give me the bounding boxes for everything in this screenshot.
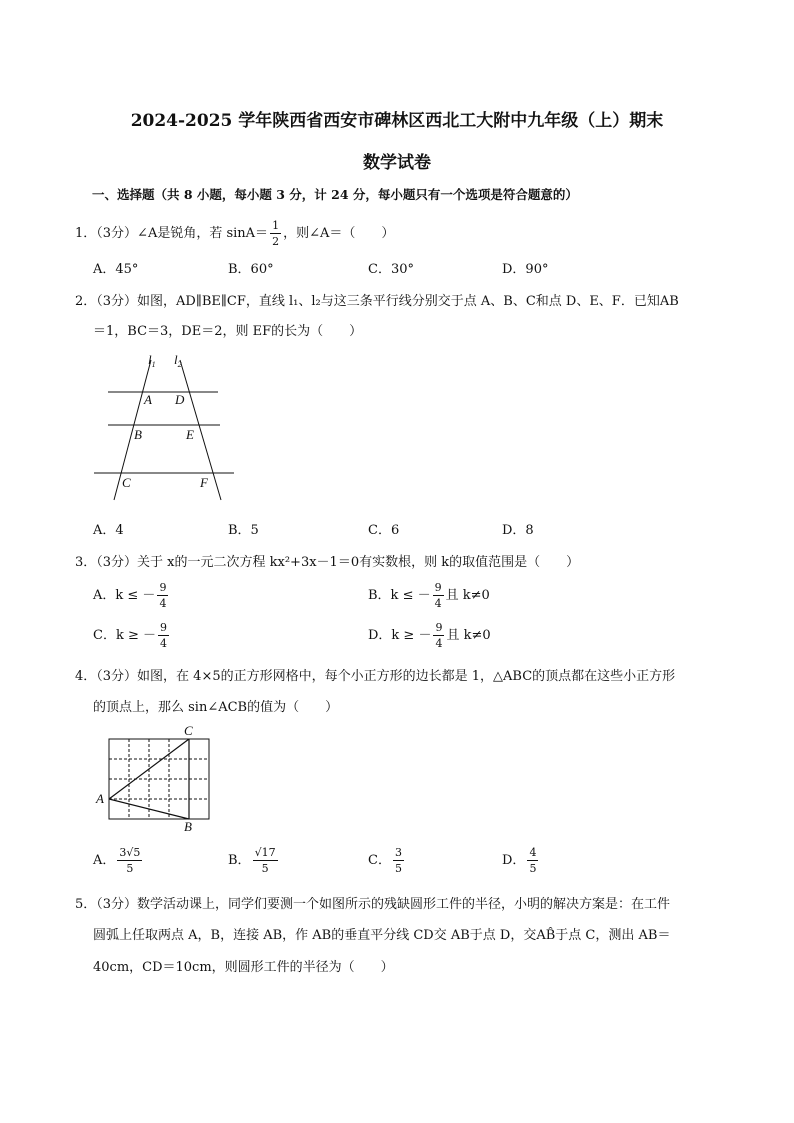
label-b: B	[134, 427, 142, 442]
q1-text-b: ，则∠A＝（ ）	[283, 226, 395, 241]
q1-option-d[interactable]: D．90°	[502, 262, 549, 277]
q5-text-line3: 40cm，CD＝10cm，则圆形工件的半径为（ ）	[93, 960, 394, 975]
grid-lines	[109, 739, 209, 819]
label-e: E	[186, 427, 194, 442]
q4-figure	[92, 722, 217, 834]
section-heading: 一、选择题（共 8 小题，每小题 3 分，计 24 分，每小题只有一个选项是符合题意的）	[92, 187, 578, 202]
q2-option-b[interactable]: B．5	[228, 523, 259, 538]
question-1	[75, 220, 394, 247]
label-l2: $l_2$	[174, 352, 182, 369]
q3-option-b[interactable]: B．k ≤ － $\frac{9}{4}$ 且 k≠0	[368, 581, 490, 610]
q3-option-c[interactable]: C．k ≥ － $\frac{9}{4}$	[93, 621, 167, 650]
q2-option-c[interactable]: C．6	[368, 523, 400, 538]
label-b: B	[184, 819, 192, 834]
q2-figure	[90, 350, 240, 505]
q4-text-line2: 的顶点上，那么 sin∠ACB的值为（ ）	[93, 700, 339, 715]
q1-option-a[interactable]: A．45°	[93, 262, 139, 277]
q1-text-a: ∠A是锐角，若 sinA＝	[137, 226, 269, 241]
q2-text-line2: ＝1，BC＝3，DE＝2，则 EF的长为（ ）	[93, 324, 363, 339]
q5-text-line2: 圆弧上任取两点 A，B，连接 AB，作 AB的垂直平分线 CD交 AB于点 D，交AB̂于点 C，测出 AB＝	[93, 928, 671, 943]
line-l1	[114, 360, 151, 500]
q5-text-line1: 5．（3分）数学活动课上，同学们要测一个如图所示的残缺圆形工件的半径，小明的解决方案是：在工件	[75, 897, 671, 912]
label-a: A	[96, 791, 104, 806]
q3-option-a[interactable]: A．k ≤ － $\frac{9}{4}$	[93, 581, 167, 610]
label-a: A	[144, 392, 152, 407]
page-subtitle: 数学试卷	[363, 153, 431, 173]
label-l1: $l_1$	[148, 352, 156, 369]
q2-option-d[interactable]: D．8	[502, 523, 534, 538]
label-f: F	[200, 475, 208, 490]
q4-option-b[interactable]: B． $\frac{√17}{5}$	[228, 846, 276, 875]
page-title: 2024-2025 学年陕西省西安市碑林区西北工大附中九年级（上）期末	[130, 111, 664, 131]
q1-option-c[interactable]: C．30°	[368, 262, 414, 277]
label-d: D	[175, 392, 185, 407]
label-c: C	[184, 723, 193, 738]
q4-option-c[interactable]: C． $\frac{3}{5}$	[368, 846, 402, 875]
q3-text: 3．（3分）关于 x的一元二次方程 kx²+3x－1＝0有实数根，则 k的取值范围是（ ）	[75, 555, 580, 570]
q1-option-b[interactable]: B．60°	[228, 262, 274, 277]
q3-option-d[interactable]: D．k ≥ － $\frac{9}{4}$ 且 k≠0	[368, 621, 491, 650]
q1-fraction: $\frac{1}{2}$	[272, 219, 280, 248]
q4-option-a[interactable]: A． $\frac{3√5}{5}$	[93, 846, 141, 875]
q1-number: 1．（3分）	[75, 226, 138, 241]
q2-text-line1: 2．（3分）如图，AD∥BE∥CF，直线 l₁、l₂与这三条平行线分别交于点 A、B、C和点 D、E、F．已知AB	[75, 294, 679, 309]
q4-option-d[interactable]: D． $\frac{4}{5}$	[502, 846, 537, 875]
label-c: C	[122, 475, 131, 490]
q2-option-a[interactable]: A．4	[93, 523, 124, 538]
q4-text-line1: 4．（3分）如图，在 4×5的正方形网格中，每个小正方形的边长都是 1，△ABC的顶点都在这些小正方形	[75, 669, 676, 684]
